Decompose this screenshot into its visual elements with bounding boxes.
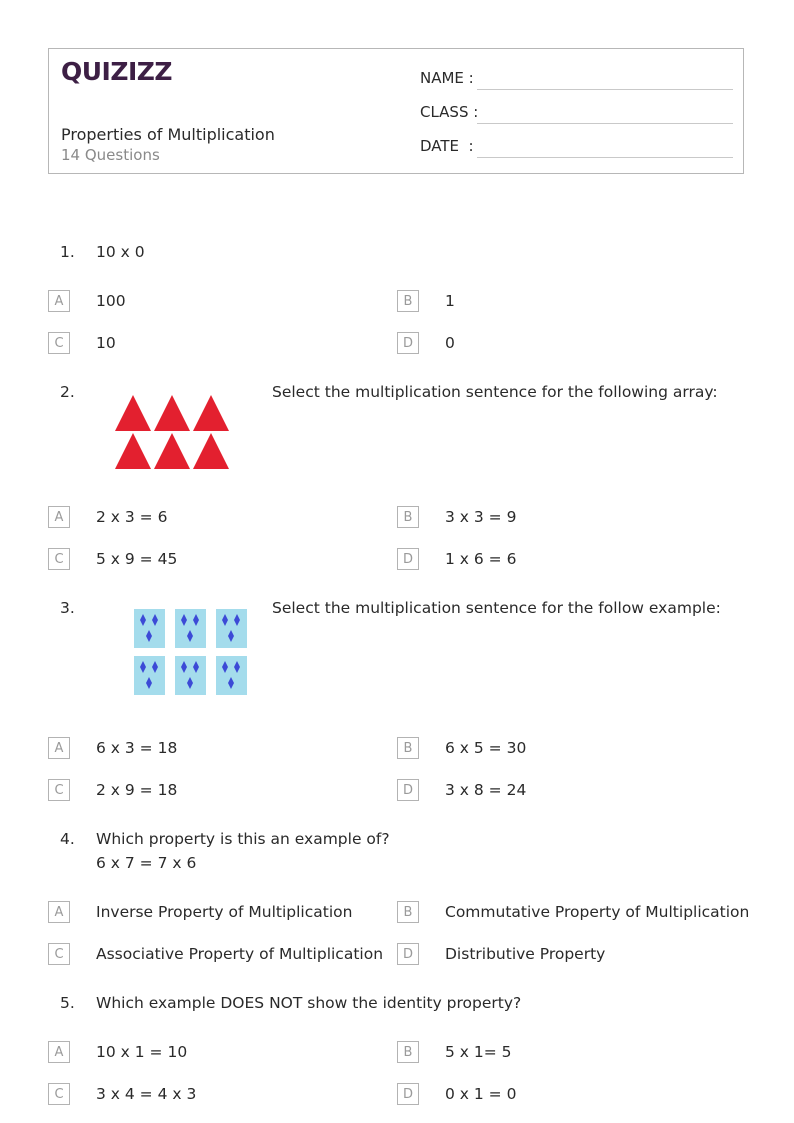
option-letter-box[interactable]: B (397, 290, 419, 312)
option-letter-box[interactable]: C (48, 548, 70, 570)
option-text: Distributive Property (445, 945, 606, 963)
triangle (154, 433, 190, 469)
option-text: 1 (445, 292, 455, 310)
option-text: Associative Property of Multiplication (96, 945, 384, 963)
option-text: 3 x 4 = 4 x 3 (96, 1085, 197, 1103)
option-letter-box[interactable]: A (48, 737, 70, 759)
card (134, 609, 165, 648)
question-number: 2. (60, 383, 75, 401)
option-text: 5 x 9 = 45 (96, 550, 178, 568)
option-text: 3 x 8 = 24 (445, 781, 527, 799)
option-text: 1 x 6 = 6 (445, 550, 517, 568)
option-letter-box[interactable]: A (48, 1041, 70, 1063)
option-letter-box[interactable]: C (48, 332, 70, 354)
option-letter-box[interactable]: B (397, 737, 419, 759)
question-text: Select the multiplication sentence for the following array: (272, 383, 718, 401)
option-text: 100 (96, 292, 126, 310)
triangle (193, 395, 229, 431)
triangle (154, 395, 190, 431)
question-text: 10 x 0 (96, 243, 145, 261)
option-letter-box[interactable]: C (48, 943, 70, 965)
triangle (115, 433, 151, 469)
name-label: NAME : (420, 69, 474, 87)
option-text: 6 x 3 = 18 (96, 739, 178, 757)
card (134, 656, 165, 695)
option-letter-box[interactable]: A (48, 901, 70, 923)
card (175, 609, 206, 648)
option-letter-box[interactable]: D (397, 1083, 419, 1105)
date-line[interactable] (477, 157, 733, 158)
triangle (193, 433, 229, 469)
card (175, 656, 206, 695)
option-letter-box[interactable]: D (397, 943, 419, 965)
option-letter-box[interactable]: B (397, 1041, 419, 1063)
option-text: Inverse Property of Multiplication (96, 903, 353, 921)
option-letter-box[interactable]: A (48, 506, 70, 528)
question-number: 1. (60, 243, 75, 261)
option-letter-box[interactable]: C (48, 1083, 70, 1105)
option-text: 10 (96, 334, 116, 352)
option-text: Commutative Property of Multiplication (445, 903, 750, 921)
worksheet-title: Properties of Multiplication (61, 125, 275, 144)
worksheet-header (48, 48, 744, 174)
option-text: 3 x 3 = 9 (445, 508, 517, 526)
option-letter-box[interactable]: D (397, 548, 419, 570)
diamond-cards-image (131, 607, 251, 699)
date-label: DATE : (420, 137, 474, 155)
question-number: 5. (60, 994, 75, 1012)
question-text: Select the multiplication sentence for the follow example: (272, 599, 721, 617)
card (216, 609, 247, 648)
option-letter-box[interactable]: A (48, 290, 70, 312)
question-text: Which property is this an example of? (96, 830, 390, 848)
quizizz-logo: QUIZIZZ (61, 57, 173, 86)
triangle (115, 395, 151, 431)
name-line[interactable] (477, 89, 733, 90)
class-line[interactable] (477, 123, 733, 124)
card (216, 656, 247, 695)
option-letter-box[interactable]: D (397, 779, 419, 801)
option-letter-box[interactable]: B (397, 506, 419, 528)
option-text: 0 (445, 334, 455, 352)
question-text: Which example DOES NOT show the identity property? (96, 994, 522, 1012)
triangle-array-image (113, 393, 233, 473)
question-count: 14 Questions (61, 146, 160, 164)
option-text: 2 x 9 = 18 (96, 781, 178, 799)
option-text: 2 x 3 = 6 (96, 508, 168, 526)
option-text: 10 x 1 = 10 (96, 1043, 188, 1061)
question-number: 4. (60, 830, 75, 848)
class-label: CLASS : (420, 103, 479, 121)
option-letter-box[interactable]: C (48, 779, 70, 801)
question-expression: 6 x 7 = 7 x 6 (96, 854, 197, 872)
option-text: 5 x 1= 5 (445, 1043, 512, 1061)
option-letter-box[interactable]: D (397, 332, 419, 354)
option-text: 6 x 5 = 30 (445, 739, 527, 757)
question-number: 3. (60, 599, 75, 617)
option-letter-box[interactable]: B (397, 901, 419, 923)
option-text: 0 x 1 = 0 (445, 1085, 517, 1103)
